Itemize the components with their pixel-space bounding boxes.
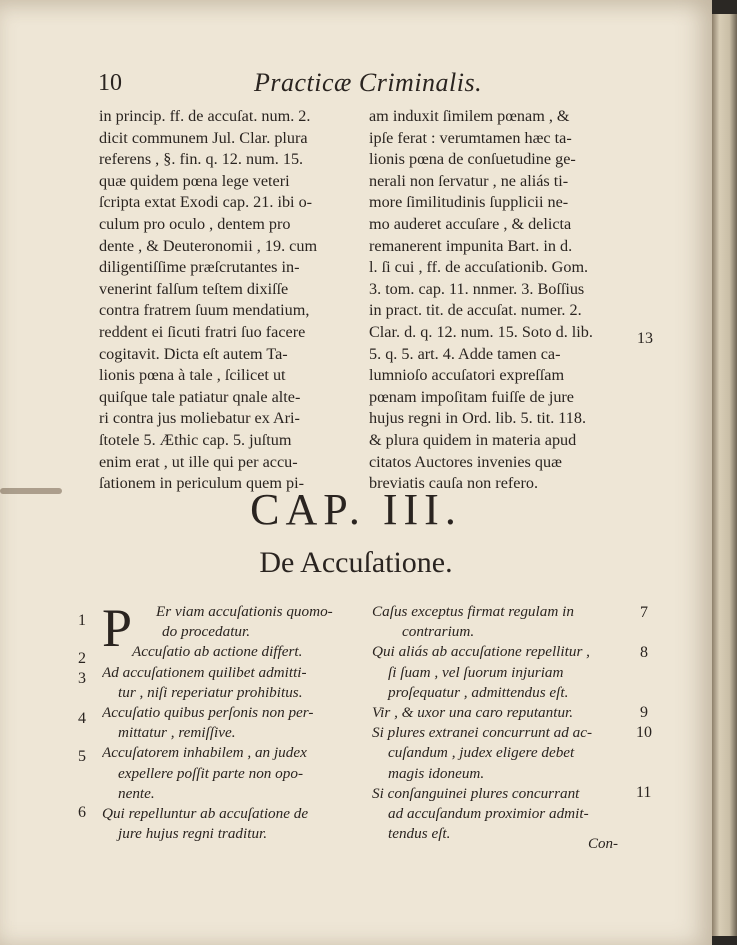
chapter-subtitle: De Accuſatione.	[259, 546, 453, 579]
text-line: culum pro oculo , dentem pro	[99, 214, 291, 233]
summary-line: Si plures extranei concurrunt ad ac-	[372, 724, 593, 742]
left-text-column	[99, 106, 361, 495]
text-line: 3. tom. cap. 11. nnmer. 3. Boſſius	[369, 279, 585, 298]
text-line: Clar. d. q. 12. num. 15. Soto d. lib.	[369, 322, 593, 341]
text-line: diligentiſſime præſcrutantes in-	[99, 258, 300, 277]
summary-line: jure hujus regni traditur.	[118, 825, 268, 843]
summary-number: 7	[640, 604, 648, 621]
summary-line: Accuſatio quibus perſonis non per-	[102, 704, 314, 722]
margin-number: 13	[637, 330, 653, 347]
summary-line: Qui aliás ab accuſatione repellitur ,	[372, 643, 590, 661]
text-line: in pract. tit. de accuſat. numer. 2.	[369, 301, 582, 320]
text-line: ſcripta extat Exodi cap. 21. ibi o-	[99, 193, 313, 212]
text-line: reddent ei ſicuti fratri ſuo facere	[99, 322, 306, 341]
summary-number: 6	[78, 804, 86, 821]
summary-line: contrarium.	[402, 623, 475, 641]
summary-line: Si conſanguinei plures concurrant	[372, 784, 580, 802]
text-line: in princip. ff. de accuſat. num. 2.	[99, 107, 311, 125]
text-line: & plura quidem in materia apud	[369, 430, 577, 449]
summary-line: nente.	[118, 784, 155, 802]
text-line: cogitavit. Dicta eſt autem Ta-	[99, 344, 288, 363]
summary-number: 11	[636, 784, 652, 801]
summary-line: Qui repelluntur ab accuſatione de	[102, 805, 309, 823]
text-line: lionis pœna de conſuetudine ge-	[369, 150, 576, 169]
text-line: ſationem in periculum quem pi-	[99, 474, 304, 493]
text-line: ſtotele 5. Æthic cap. 5. juſtum	[99, 430, 292, 449]
text-line: remanerent impunita Bart. in d.	[369, 236, 573, 255]
text-line: am induxit ſimilem pœnam , &	[369, 107, 570, 125]
summary-number: 8	[640, 644, 648, 661]
text-line: ipſe ferat : verumtamen hæc ta-	[369, 128, 572, 147]
text-line: referens , §. fin. q. 12. num. 15.	[99, 150, 304, 169]
catchword: Con-	[588, 836, 618, 852]
summary-line: Er viam accuſationis quomo-	[156, 603, 333, 620]
summary-line: tendus eſt.	[388, 825, 451, 843]
text-line: mo auderet accuſare , & delicta	[369, 214, 572, 233]
summary-line: cuſandum , judex eligere debet	[388, 744, 575, 762]
text-line: quiſque tale patiatur qnale alte-	[99, 387, 301, 406]
summary-number: 5	[78, 748, 86, 765]
text-line: hujus regni in Ord. lib. 5. tit. 118.	[369, 409, 587, 428]
summary-line: mittatur , remiſſive.	[118, 724, 236, 742]
summary-line: magis idoneum.	[388, 764, 485, 782]
text-line: contra fratrem ſuum mendatium,	[99, 301, 310, 320]
text-line: more ſimilitudinis ſupplicii ne-	[369, 193, 569, 212]
text-line: pœnam impoſitam fuiſſe de jure	[369, 387, 574, 406]
summary-number: 2	[78, 650, 86, 667]
text-line: dicit communem Jul. Clar. plura	[99, 128, 308, 147]
summary-line: expellere poſſit parte non opo-	[118, 764, 304, 782]
summary-line: do procedatur.	[162, 623, 251, 641]
summary-line: ſi ſuam , vel ſuorum injuriam	[388, 663, 564, 681]
summary-line: Vir , & uxor una caro reputantur.	[372, 704, 574, 722]
page-number: 10	[98, 70, 122, 96]
text-line: 5. q. 5. art. 4. Adde tamen ca-	[369, 344, 561, 363]
summary-number: 3	[78, 670, 86, 687]
text-line: citatos Auctores invenies quæ	[369, 452, 562, 471]
summary-number: 10	[636, 724, 652, 741]
summary-line: Accuſatio ab actione differt.	[132, 643, 303, 661]
text-line: enim erat , ut ille qui per accu-	[99, 452, 298, 471]
summary-number: 9	[640, 704, 648, 721]
page-edge	[712, 14, 737, 936]
text-line: lionis pœna à tale , ſcilicet ut	[99, 366, 286, 385]
summary-number: 4	[78, 710, 86, 727]
text-line: nerali non ſervatur , ne aliás ti-	[369, 171, 569, 190]
summary-line: ad accuſandum proximior admit-	[388, 805, 589, 823]
drop-cap: P	[102, 598, 133, 658]
summary-line: Caſus exceptus firmat regulam in	[372, 603, 574, 620]
running-title: Practicæ Criminalis.	[254, 68, 483, 97]
text-line: venerint falſum teſtem dixiſſe	[99, 279, 289, 298]
summary-number: 1	[78, 612, 86, 629]
summary-line: tur , niſi reperiatur prohibitus.	[118, 683, 303, 701]
text-line: lumnioſo accuſatori expreſſam	[369, 366, 565, 385]
summary-line: Accuſatorem inhabilem , an judex	[102, 744, 307, 762]
text-line: dente , & Deuteronomii , 19. cum	[99, 236, 318, 255]
text-line: quæ quidem pœna lege veteri	[99, 171, 290, 190]
summary-left-column	[102, 598, 364, 844]
summary-right-column	[372, 602, 634, 844]
text-line: l. ſi cui , ff. de accuſationib. Gom.	[369, 258, 589, 277]
text-line: breviatis cauſa non refero.	[369, 474, 538, 493]
summary-line: Ad accuſationem quilibet admitti-	[102, 663, 307, 681]
text-line: ri contra jus moliebatur ex Ari-	[99, 409, 300, 428]
summary-line: proſequatur , admittendus eſt.	[388, 683, 569, 701]
right-text-column	[369, 106, 631, 495]
chapter-title: CAP. III.	[250, 485, 462, 534]
